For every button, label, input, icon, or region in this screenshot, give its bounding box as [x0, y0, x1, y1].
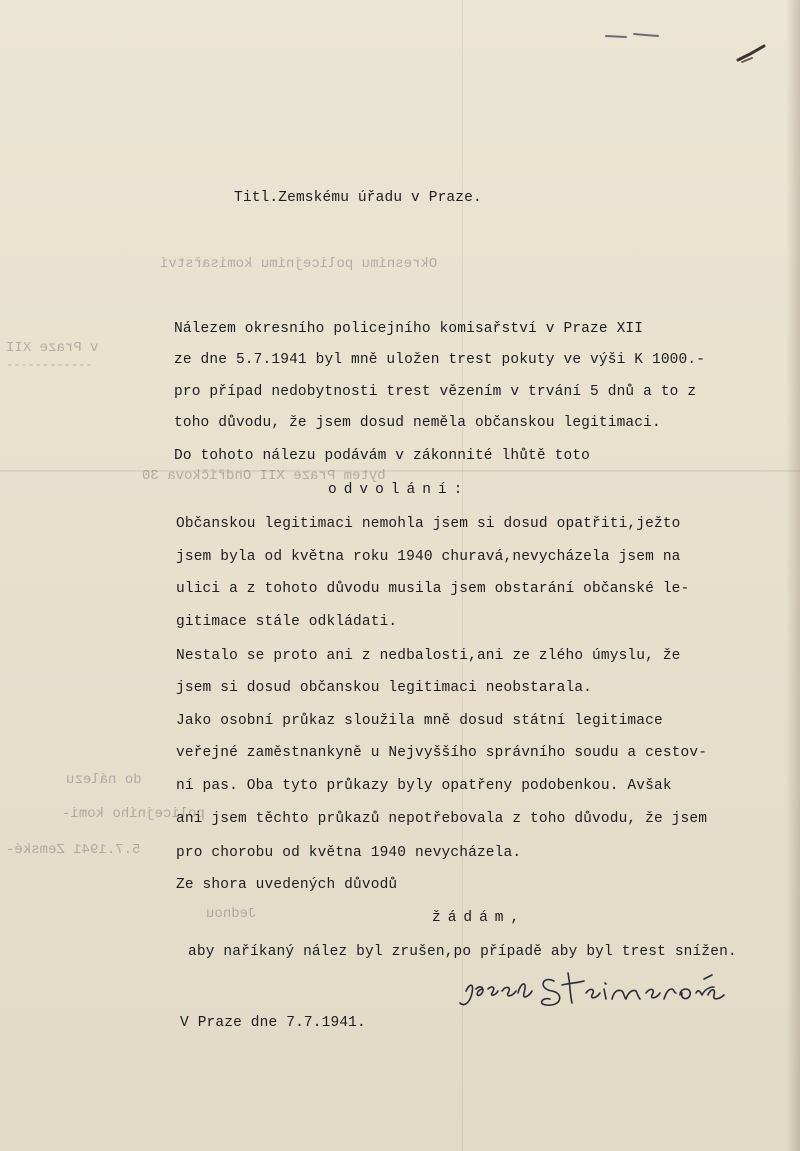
ghost-offset-text: Jednou	[206, 906, 257, 922]
appeal-line: jsem byla od května roku 1940 churavá,nevycházela jsem na	[176, 549, 681, 565]
appeal-line: ní pas. Oba tyto průkazy byly opatřeny podobenkou. Avšak	[176, 778, 672, 794]
appeal-line: ulici a z tohoto důvodu musila jsem obstarání občanské le-	[176, 581, 690, 597]
appeal-line: Ze shora uvedených důvodů	[176, 877, 398, 893]
body-line: Nálezem okresního policejního komisařství v Praze XII	[174, 321, 644, 337]
request-line: aby naříkaný nález byl zrušen,po případě aby byl trest snížen.	[188, 944, 737, 960]
body-line: Do tohoto nálezu podávám v zákonnité lhůtě toto	[174, 448, 591, 464]
body-line: pro případ nedobytnosti trest vězením v trvání 5 dnů a to z	[174, 384, 697, 400]
appeal-line: Občanskou legitimaci nemohla jsem si dosud opatřiti,ježto	[176, 516, 681, 532]
body-line: toho důvodu, že jsem dosud neměla občanskou legitimaci.	[174, 415, 661, 431]
ghost-offset-text: Okresnímu policejnímu komisařství	[160, 256, 438, 272]
body-line: ze dne 5.7.1941 byl mně uložen trest pokuty ve výši K 1000.-	[174, 352, 706, 368]
request-heading: žádám,	[432, 910, 527, 926]
ghost-offset-text: v Praze XII	[6, 340, 99, 356]
appeal-line: pro chorobu od května 1940 nevycházela.	[176, 845, 522, 861]
ghost-offset-text: bytem Praze XII Ondříčkova 30	[142, 468, 386, 484]
ghost-offset-text: do nálezu	[66, 772, 142, 788]
paper-fold-line	[0, 470, 800, 472]
appeal-line: Jako osobní průkaz sloužila mně dosud státní legitimace	[176, 713, 663, 729]
appeal-line: veřejné zaměstnankyně u Nejvyššího správního soudu a cestov-	[176, 745, 708, 761]
handwritten-signature	[458, 965, 728, 1013]
appeal-line: ani jsem těchto průkazů nepotřebovala z toho důvodu, že jsem	[176, 811, 708, 827]
paper-edge-shadow	[786, 0, 800, 1151]
ghost-offset-text: policejního komi-	[62, 806, 205, 822]
ink-smudge-mark	[604, 30, 660, 40]
paper-clip-mark	[736, 44, 766, 66]
appeal-line: gitimace stále odkládati.	[176, 614, 398, 630]
ghost-offset-dashes: ------------	[6, 358, 93, 372]
ghost-offset-text: 5.7.1941 Zemské-	[6, 842, 141, 858]
appeal-heading: odvolání:	[328, 482, 470, 498]
addressee-line: Titl.Zemskému úřadu v Praze.	[234, 190, 482, 206]
date-line: V Praze dne 7.7.1941.	[180, 1015, 366, 1031]
appeal-line: Nestalo se proto ani z nedbalosti,ani ze zlého úmyslu, že	[176, 648, 681, 664]
appeal-line: jsem si dosud občanskou legitimaci neobstarala.	[176, 680, 593, 696]
